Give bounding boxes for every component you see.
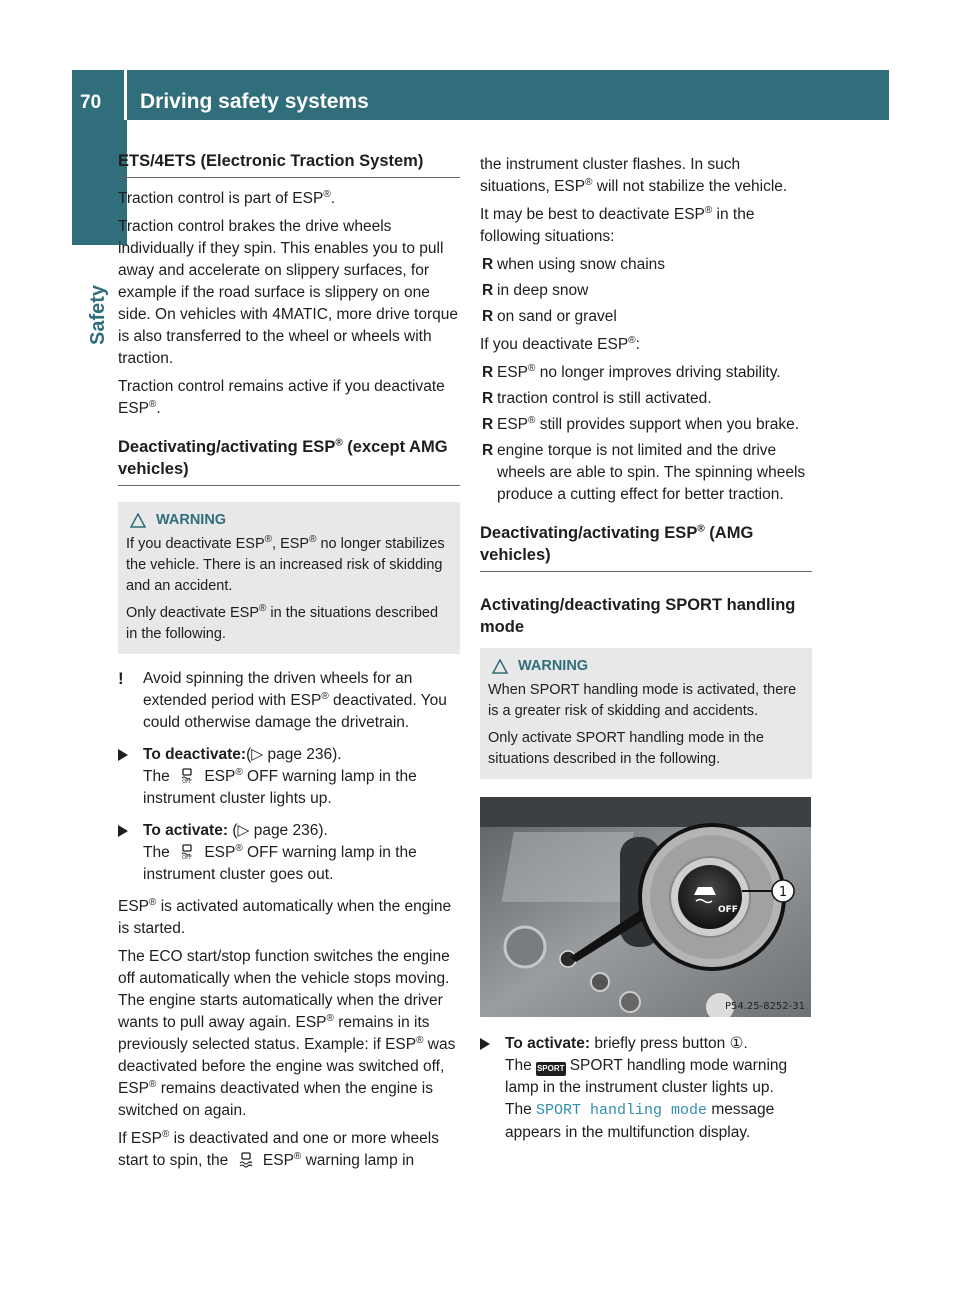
display-message: SPORT handling mode — [536, 1102, 708, 1119]
section-label: Safety — [87, 284, 109, 345]
chapter-title: Driving safety systems — [140, 90, 369, 113]
situations-list — [480, 254, 812, 328]
sport-lamp-icon: SPORT — [536, 1062, 566, 1076]
warning-heading: WARNING — [126, 510, 452, 531]
esp-warning-lamp-icon — [237, 1152, 255, 1168]
esp-off-lamp-icon — [178, 844, 196, 860]
wheel-spin-text: If ESP® is deactivated and one or more wheels start to spin, the ESP® warning lamp in — [118, 1128, 439, 1169]
photo-callout-number: 1 — [778, 885, 788, 900]
step-activate: To activate: (▷ page 236). The OFF ESP® OFF warning lamp in the instrument cluster goes out. — [118, 820, 460, 886]
left-column — [118, 150, 460, 1178]
sport-button-photo — [480, 797, 811, 1017]
page-number: 70 — [80, 92, 102, 113]
warning-text-2: Only deactivate ESP® in the situations described in the following. — [126, 603, 439, 642]
ets-paragraph-3: Traction control remains active if you deactivate ESP®. — [118, 378, 445, 417]
heading-deactivate-esp: Deactivating/activating ESP® (except AMG vehicles) — [118, 436, 460, 486]
step-activate-sport: To activate: briefly press button ①. The SPORT SPORT handling mode warning lamp in the instrument cluster lights up. The SPORT handling mode message appears in the multifunction display. — [480, 1033, 812, 1144]
warning-box — [118, 502, 460, 654]
warning-triangle-icon — [130, 513, 146, 528]
warning-heading: WARNING — [488, 656, 804, 677]
warning-triangle-icon — [492, 659, 508, 674]
svg-text:OFF: OFF — [182, 855, 192, 860]
esp-off-lamp-icon — [178, 768, 196, 784]
list-item: R on sand or gravel — [482, 308, 617, 325]
console-illustration — [480, 797, 811, 1017]
warning-text-2: Only activate SPORT handling mode in the situations described in the following. — [488, 730, 764, 767]
photo-button-label: OFF — [718, 905, 738, 915]
continued-text: the instrument cluster flashes. In such situations, ESP® will not stabilize the vehicle. — [480, 156, 788, 195]
if-deactivate-text: If you deactivate ESP®: — [480, 334, 640, 353]
warning-box — [480, 648, 812, 779]
photo-code: P54.25-8252-31 — [724, 1001, 805, 1012]
auto-activation-text: ESP® is activated automatically when the engine is started. — [118, 896, 452, 937]
heading-ets: ETS/4ETS (Electronic Traction System) — [118, 150, 460, 178]
svg-text:OFF: OFF — [182, 779, 192, 784]
heading-amg-esp: Deactivating/activating ESP® (AMG vehicles) — [480, 522, 812, 572]
step-arrow-icon — [118, 749, 128, 761]
heading-sport-mode: Activating/deactivating SPORT handling mode — [480, 596, 796, 636]
step-arrow-icon — [118, 825, 128, 837]
list-item: R engine torque is not limited and the drive wheels are able to spin. The spinning wheels produce a cutting effect for better traction. — [482, 442, 806, 503]
right-column — [480, 154, 812, 1154]
warning-text-1: If you deactivate ESP®, ESP® no longer stabilizes the vehicle. There is an increased risk of skidding and an accident. — [126, 534, 445, 594]
step-deactivate: To deactivate:(▷ page 236). The OFF ESP® OFF warning lamp in the instrument cluster lights up. — [118, 744, 460, 810]
caution-mark-icon: ! — [118, 669, 124, 688]
list-item: R traction control is still activated. — [482, 390, 712, 407]
eco-start-stop-text: The ECO start/stop function switches the engine off automatically when the vehicle stops moving. The engine starts automatically when the driver wants to pull away again. ESP® remains in its previously selected status. Example: if ESP® was deactivated before the engine was switched off, ESP® remains deactivated when the engine is switched on again. — [118, 948, 456, 1119]
ets-paragraph-2: Traction control brakes the drive wheels individually if they spin. This enables you to pull away and accelerate on slippery surfaces, for example if the road surface is slippery on one side. On vehicles with 4MATIC, more drive torque is also transferred to the wheel or wheels with traction. — [118, 218, 458, 367]
warning-text-1: When SPORT handling mode is activated, there is a greater risk of skidding and accidents. — [488, 682, 797, 719]
list-item: R in deep snow — [482, 282, 589, 299]
best-deactivate-text: It may be best to deactivate ESP® in the following situations: — [480, 204, 755, 245]
ets-paragraph-1: Traction control is part of ESP®. — [118, 188, 336, 207]
header-separator — [124, 70, 127, 120]
list-item: R ESP® still provides support when you brake. — [482, 414, 800, 433]
list-item: R when using snow chains — [482, 256, 666, 273]
caution-note: ! Avoid spinning the driven wheels for an extended period with ESP® deactivated. You could otherwise damage the drivetrain. — [118, 669, 447, 731]
step-arrow-icon — [480, 1038, 490, 1050]
list-item: R ESP® no longer improves driving stability. — [482, 362, 781, 381]
consequences-list — [480, 362, 812, 506]
